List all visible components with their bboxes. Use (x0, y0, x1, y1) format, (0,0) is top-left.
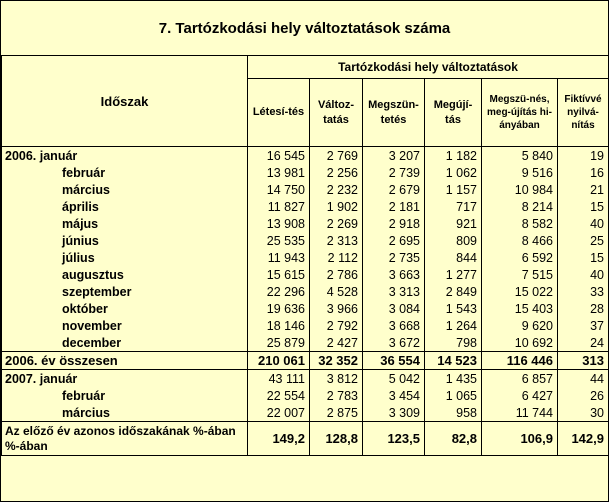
table-row (2, 164, 609, 181)
cell-value: 2 783 (310, 387, 363, 404)
table-row (2, 387, 609, 404)
cell-value: 3 812 (310, 370, 363, 388)
cell-value: 3 084 (363, 300, 425, 317)
cell-value: 1 543 (425, 300, 482, 317)
footer-value: 149,2 (248, 422, 310, 456)
column-header-megszuntetes: Megszün-tetés (363, 79, 425, 147)
cell-value: 210 061 (248, 352, 310, 370)
cell-value: 22 296 (248, 283, 310, 300)
cell-value: 717 (425, 198, 482, 215)
cell-value: 15 403 (482, 300, 558, 317)
cell-value: 5 042 (363, 370, 425, 388)
cell-value: 10 984 (482, 181, 558, 198)
cell-value: 8 214 (482, 198, 558, 215)
cell-value: 43 111 (248, 370, 310, 388)
cell-value: 2 739 (363, 164, 425, 181)
cell-value: 15 615 (248, 266, 310, 283)
cell-value: 2 695 (363, 232, 425, 249)
cell-value: 1 277 (425, 266, 482, 283)
cell-value: 25 535 (248, 232, 310, 249)
cell-value: 19 (558, 147, 609, 165)
cell-value: 3 313 (363, 283, 425, 300)
cell-value: 1 902 (310, 198, 363, 215)
cell-value: 11 744 (482, 404, 558, 422)
cell-value: 2 679 (363, 181, 425, 198)
cell-value: 2 849 (425, 283, 482, 300)
row-label: május (2, 215, 248, 232)
cell-value: 32 352 (310, 352, 363, 370)
cell-value: 3 207 (363, 147, 425, 165)
cell-value: 15 (558, 198, 609, 215)
table-row (2, 283, 609, 300)
footer-value: 142,9 (558, 422, 609, 456)
cell-value: 3 672 (363, 334, 425, 352)
row-label: november (2, 317, 248, 334)
table-row (2, 181, 609, 198)
cell-value: 6 857 (482, 370, 558, 388)
cell-value: 1 264 (425, 317, 482, 334)
cell-value: 958 (425, 404, 482, 422)
table-row (2, 198, 609, 215)
page-title: 7. Tartózkodási hely változtatások száma (158, 19, 451, 37)
row-label: október (2, 300, 248, 317)
column-header-megszunes: Megszü-nés, meg-újítás hi-ányában (482, 79, 558, 147)
table-row (2, 404, 609, 422)
row-label: április (2, 198, 248, 215)
cell-value: 24 (558, 334, 609, 352)
table-row (2, 317, 609, 334)
cell-value: 116 446 (482, 352, 558, 370)
row-label: július (2, 249, 248, 266)
table-row (2, 215, 609, 232)
row-label: 2006. január (2, 147, 248, 165)
cell-value: 2 269 (310, 215, 363, 232)
footer-value: 106,9 (482, 422, 558, 456)
cell-value: 2 256 (310, 164, 363, 181)
cell-value: 2 875 (310, 404, 363, 422)
cell-value: 2 918 (363, 215, 425, 232)
footer-row (2, 422, 609, 456)
cell-value: 28 (558, 300, 609, 317)
cell-value: 1 157 (425, 181, 482, 198)
cell-value: 16 545 (248, 147, 310, 165)
row-label: március (2, 181, 248, 198)
cell-value: 1 435 (425, 370, 482, 388)
cell-value: 9 620 (482, 317, 558, 334)
cell-value: 6 592 (482, 249, 558, 266)
footer-label: Az előző év azonos időszakának %-ában %-ában (2, 422, 248, 456)
cell-value: 2 786 (310, 266, 363, 283)
cell-value: 3 966 (310, 300, 363, 317)
table-row (2, 266, 609, 283)
row-label: február (2, 164, 248, 181)
cell-value: 25 879 (248, 334, 310, 352)
cell-value: 40 (558, 266, 609, 283)
cell-value: 14 750 (248, 181, 310, 198)
cell-value: 313 (558, 352, 609, 370)
cell-value: 4 528 (310, 283, 363, 300)
cell-value: 13 981 (248, 164, 310, 181)
table-row (2, 249, 609, 266)
table-row (2, 300, 609, 317)
cell-value: 7 515 (482, 266, 558, 283)
row-label: szeptember (2, 283, 248, 300)
group-header: Tartózkodási hely változtatások (248, 56, 609, 79)
row-label: június (2, 232, 248, 249)
cell-value: 33 (558, 283, 609, 300)
cell-value: 21 (558, 181, 609, 198)
row-label: 2006. év összesen (2, 352, 248, 370)
footer-value: 128,8 (310, 422, 363, 456)
cell-value: 40 (558, 215, 609, 232)
cell-value: 36 554 (363, 352, 425, 370)
footer-value: 123,5 (363, 422, 425, 456)
cell-value: 37 (558, 317, 609, 334)
cell-value: 22 554 (248, 387, 310, 404)
cell-value: 5 840 (482, 147, 558, 165)
cell-value: 22 007 (248, 404, 310, 422)
row-label: február (2, 387, 248, 404)
cell-value: 15 (558, 249, 609, 266)
cell-value: 2 792 (310, 317, 363, 334)
cell-value: 3 663 (363, 266, 425, 283)
cell-value: 30 (558, 404, 609, 422)
data-table (1, 55, 609, 456)
row-label: augusztus (2, 266, 248, 283)
table-row (2, 352, 609, 370)
cell-value: 3 454 (363, 387, 425, 404)
table-row (2, 334, 609, 352)
column-header-valtoztatas: Változ-tatás (310, 79, 363, 147)
row-label: 2007. január (2, 370, 248, 388)
cell-value: 14 523 (425, 352, 482, 370)
cell-value: 2 769 (310, 147, 363, 165)
cell-value: 2 112 (310, 249, 363, 266)
column-header-megujitas: Megújí-tás (425, 79, 482, 147)
row-label: március (2, 404, 248, 422)
cell-value: 1 182 (425, 147, 482, 165)
cell-value: 44 (558, 370, 609, 388)
cell-value: 3 668 (363, 317, 425, 334)
cell-value: 2 427 (310, 334, 363, 352)
cell-value: 3 309 (363, 404, 425, 422)
cell-value: 2 232 (310, 181, 363, 198)
table-row (2, 370, 609, 388)
cell-value: 6 427 (482, 387, 558, 404)
cell-value: 11 827 (248, 198, 310, 215)
footer-value: 82,8 (425, 422, 482, 456)
cell-value: 13 908 (248, 215, 310, 232)
cell-value: 809 (425, 232, 482, 249)
cell-value: 19 636 (248, 300, 310, 317)
cell-value: 844 (425, 249, 482, 266)
table-row (2, 232, 609, 249)
column-header-fiktivve: Fiktívvé nyilvá-nítás (558, 79, 609, 147)
cell-value: 18 146 (248, 317, 310, 334)
cell-value: 798 (425, 334, 482, 352)
cell-value: 9 516 (482, 164, 558, 181)
row-label: december (2, 334, 248, 352)
cell-value: 2 735 (363, 249, 425, 266)
cell-value: 921 (425, 215, 482, 232)
cell-value: 1 065 (425, 387, 482, 404)
cell-value: 26 (558, 387, 609, 404)
column-header-letesites: Létesí-tés (248, 79, 310, 147)
cell-value: 10 692 (482, 334, 558, 352)
column-header-period: Időszak (2, 56, 248, 147)
cell-value: 1 062 (425, 164, 482, 181)
cell-value: 15 022 (482, 283, 558, 300)
cell-value: 2 181 (363, 198, 425, 215)
cell-value: 8 582 (482, 215, 558, 232)
cell-value: 2 313 (310, 232, 363, 249)
table-row (2, 147, 609, 165)
cell-value: 16 (558, 164, 609, 181)
cell-value: 11 943 (248, 249, 310, 266)
cell-value: 25 (558, 232, 609, 249)
cell-value: 8 466 (482, 232, 558, 249)
